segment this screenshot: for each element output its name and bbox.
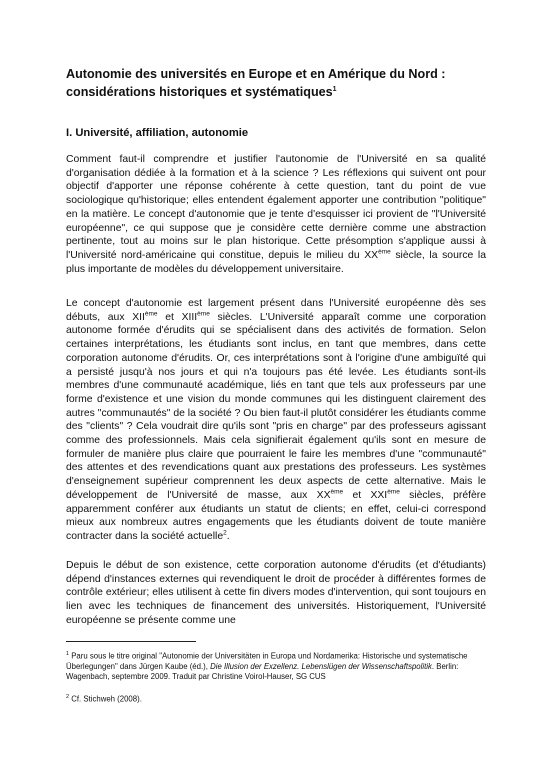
p1-text: Comment faut-il comprendre et justifier l'autonomie de l'Université en sa qualité d'organisation dédiée à la formation et à la science ? Les réflexions qui suivent ont pour objectif d'apporter une réponse cohérente à cette question, tant du point de vue sociologique qu'historique; elles entendent également apporter une contribution "politique" en la matière. Le concept d'autonomie que je tente d'esquisser ici provient de "l'Université européenne", ce qui suppose que je considère cette dernière comme une abstraction pertinente, tout au moins sur le plan historique. Cette présomption s'applique aussi à l'Université nord-américaine qui constitue, depuis le milieu du XX xyxy=(66,154,486,261)
footnote-1-text-a: Paru sous le titre original "Autonomie der Universitäten in Europa und Nordamerika: Historische und systematische Überlegungen" dans Jürgen Kaube (éd.), xyxy=(66,651,468,671)
title-text: Autonomie des universités en Europe et en Amérique du Nord : considérations historiques et systématiques xyxy=(66,67,446,100)
p2-part-a: Le concept d'autonomie est largement présent dans l'Université européenne dès ses débuts, aux XII xyxy=(66,298,486,323)
footnote-2-text: Cf. Stichweh (2008). xyxy=(69,694,142,704)
footnote-2 xyxy=(66,692,486,705)
footnote-2-mark: 2 xyxy=(66,694,70,700)
paragraph-3: Depuis le début de son existence, cette corporation autonome d'érudits (et d'étudiants) dépend d'instances externes qui revendiquent le droit de procéder à différentes formes de contrôle extérieur; elles utilisent à cette fin divers modes d'intervention, qui sont toujours en lien avec les techniques de financement des universités. Historiquement, l'Université européenne se présente comme une xyxy=(66,560,486,626)
p2-part-d: et XXI xyxy=(343,489,388,501)
p2-part-e: siècles, préfère apparemment conférer aux étudiants un statut de clients; en effet, celui-ci correspond mieux aux nombreux autres engagements que les étudiants doivent de toute manière contracter dans la société actuelle xyxy=(66,489,486,542)
section-heading: I. Université, affiliation, autonomie xyxy=(66,127,249,139)
p2-sup-1: ème xyxy=(144,310,158,318)
p2-part-c: siècles. L'Université apparaît comme une corporation autonome formée d'érudits qui se spécialisent dans des activités de formation. Selon certaines interprétations, les étudiants sont inclus, en tant que membres, dans cette corporation autonome d'érudits. Or, ces interprétations sont à l'origine d'une ambiguïté qui a persisté jusqu'à nos jours et qui n'a toujours pas été levée. Les étudiants sont-ils membres d'une communauté académique, liés en tant que tels aux professeurs par une forme d'existence et une vision du monde communes qui les distinguent clairement des autres "communautés" de la société ? Ou bien faut-il plutôt considérer les étudiants comme des "clients" ? Cela voudrait dire qu'ils sont "pris en charge" par des professeurs agissant comme des professionnels. Mais cela signifierait également qu'ils sont en mesure de formuler de manière plus claire que pourraient le faire les membres d'une "communauté" des attentes et des revendications quant aux prestations des professeurs. Les systèmes d'enseignement supérieur comprennent les deux aspects de cette alternative. Mais le développement de l'Université de masse, aux XX xyxy=(66,311,486,501)
footnote-1 xyxy=(66,649,486,683)
p2-sup-4: ème xyxy=(387,488,400,496)
paragraph-1 xyxy=(66,153,486,276)
p2-sup-2: ème xyxy=(197,310,210,318)
footnote-1-text-b: . Berlin: Wagenbach, septembre 2009. Traduit par Christine Voirol-Hauser, SG CUS xyxy=(66,662,459,682)
p2-sup-3: ème xyxy=(330,488,344,496)
document-title xyxy=(66,66,486,100)
footnote-separator xyxy=(66,641,196,642)
footnote-1-book-title: Die Illusion der Exzellenz. Lebenslügen der Wissenschaftspolitik xyxy=(210,662,432,671)
paragraph-2 xyxy=(66,297,486,544)
title-footnote-ref: 1 xyxy=(332,86,337,93)
p2-part-f: . xyxy=(226,530,230,542)
footnote-1-mark: 1 xyxy=(66,651,70,657)
p2-part-b: et XIII xyxy=(157,311,198,323)
p1-end: siècle, la source la plus importante de modèles du développement universitaire. xyxy=(66,249,486,275)
p1-superscript: ème xyxy=(378,248,391,256)
p2-footnote-ref[interactable]: 2 xyxy=(223,529,227,537)
